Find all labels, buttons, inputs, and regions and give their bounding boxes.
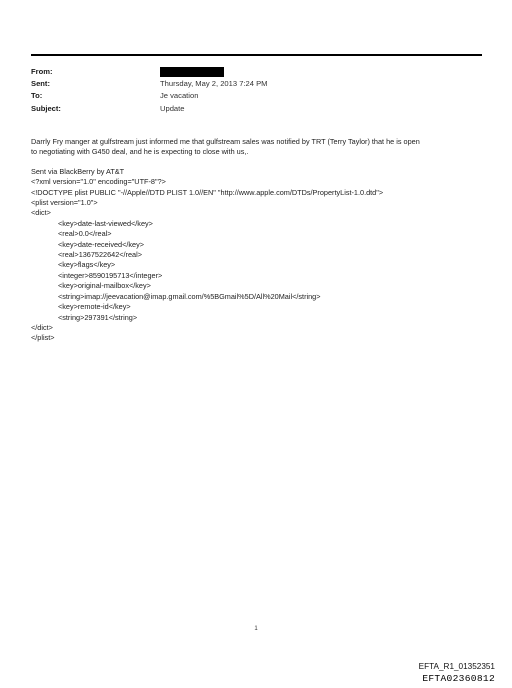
redaction-box: [160, 67, 224, 77]
to-value: Je vacation: [160, 91, 199, 101]
sent-row: [31, 78, 482, 90]
plist-line: <?xml version="1.0" encoding="UTF-8"?>: [31, 177, 166, 187]
sent-value: Thursday, May 2, 2013 7:24 PM: [160, 79, 268, 89]
page-number: 1: [254, 626, 258, 632]
to-row: [31, 90, 482, 102]
plist-line: </dict>: [31, 322, 53, 332]
subject-row: [31, 103, 482, 115]
email-body: [31, 137, 486, 344]
bates-stamp-secondary: EFTA02360812: [422, 673, 495, 684]
plist-line: <key>flags</key>: [58, 260, 116, 270]
plist-line: <!DOCTYPE plist PUBLIC "-//Apple//DTD PLIST 1.0//EN" "http://www.apple.com/DTDs/PropertyList-1.0.dtd">: [31, 187, 384, 197]
plist-line: <real>0.0</real>: [58, 229, 112, 239]
plist-line: <key>original-mailbox</key>: [58, 281, 151, 291]
bates-stamp-primary: EFTA_R1_01352351: [418, 662, 495, 671]
header-divider: [31, 54, 482, 56]
to-label: To:: [31, 91, 43, 101]
plist-line: <key>remote-id</key>: [58, 302, 131, 312]
signature-line: Sent via BlackBerry by AT&T: [31, 166, 125, 176]
plist-line: </plist>: [31, 333, 55, 343]
subject-label: Subject:: [31, 103, 61, 113]
plist-line: <dict>: [31, 208, 51, 218]
from-label: From:: [31, 67, 53, 76]
body-paragraph-line-1: Darrly Fry manger at gulfstream just informed me that gulfstream sales was notified by TRT (Terry Taylor) that he is open: [31, 137, 420, 146]
paragraph-gap: [31, 158, 486, 167]
plist-line: <string>297391</string>: [58, 312, 138, 322]
plist-line: <key>date-last-viewed</key>: [58, 218, 153, 228]
plist-line: <plist version="1.0">: [31, 198, 98, 208]
body-paragraph-line-2: to negotiating with G450 deal, and he is expecting to close with us,.: [31, 147, 249, 157]
subject-value: Update: [160, 103, 185, 113]
plist-line: <integer>8590195713</integer>: [58, 270, 163, 280]
from-value: [160, 66, 482, 78]
plist-line: <key>date-received</key>: [58, 239, 144, 249]
sent-label: Sent:: [31, 79, 50, 89]
email-header: [31, 66, 482, 115]
plist-line: <string>imap://jeevacation@imap.gmail.com/%5BGmail%5D/All%20Mail</string>: [58, 291, 321, 301]
plist-line: <real>1367522642</real>: [58, 250, 142, 260]
from-row: [31, 66, 482, 78]
